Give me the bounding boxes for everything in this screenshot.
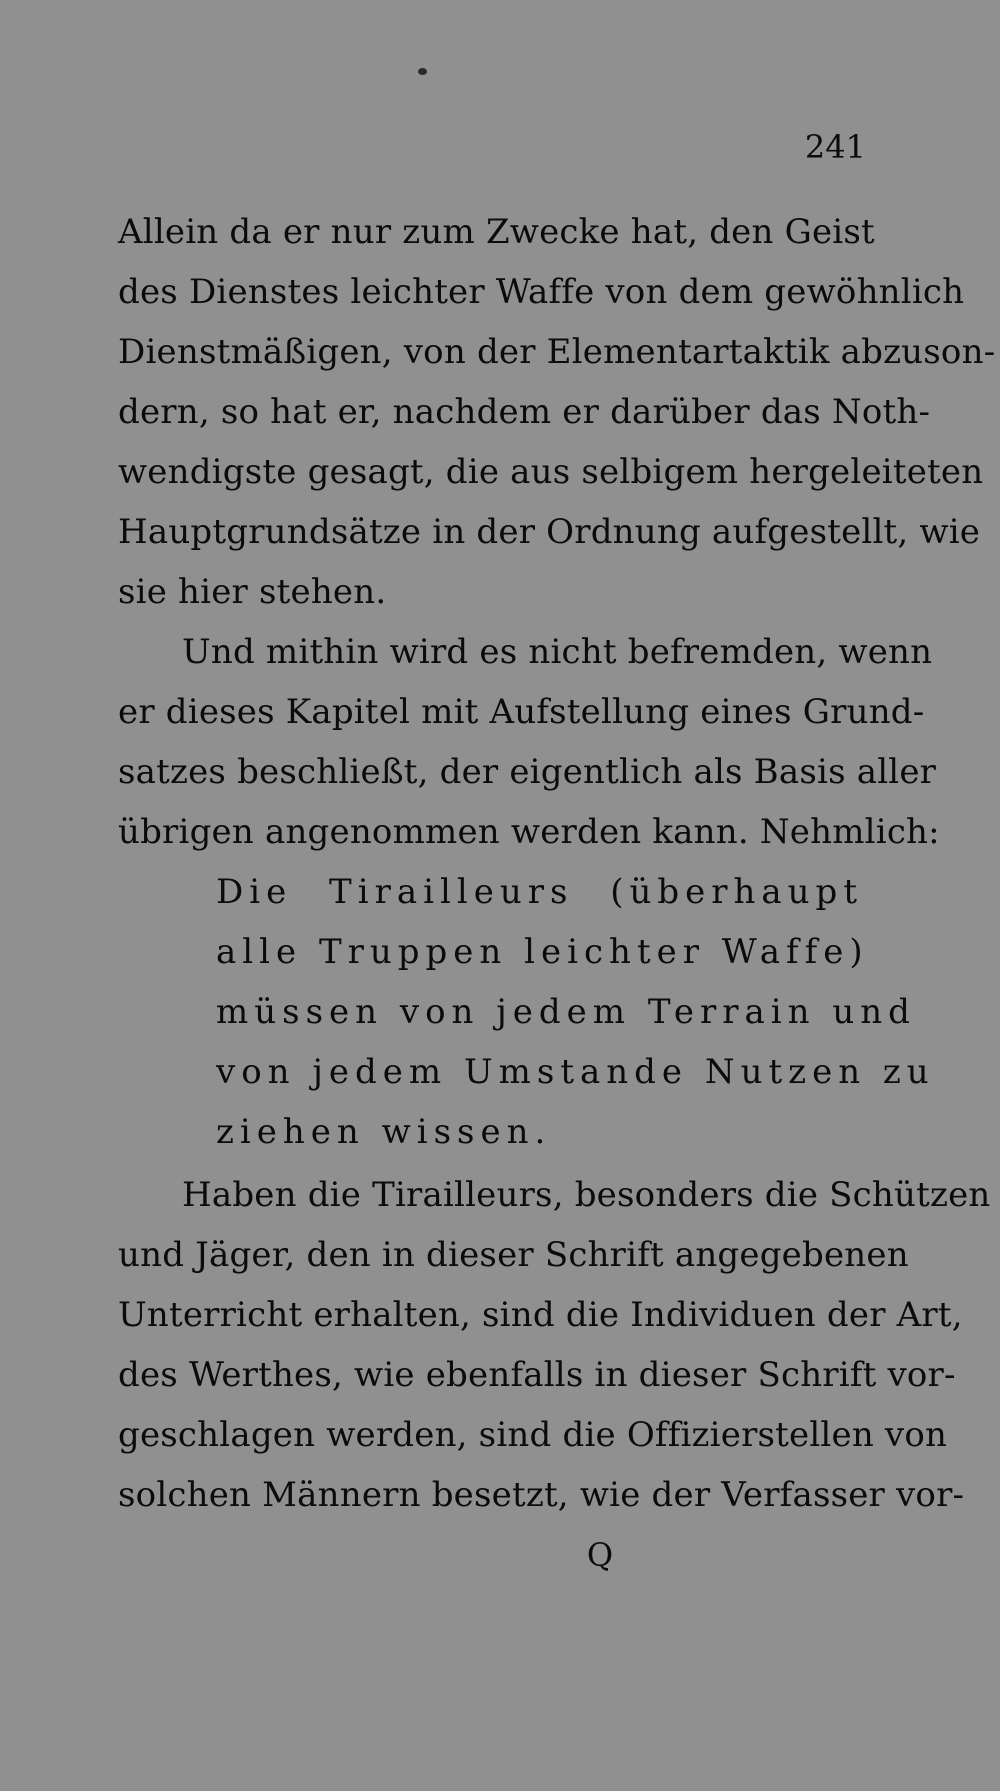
text-line-17: Haben die Tirailleurs, besonders die Schützen: [182, 1175, 991, 1215]
text-line-8: Und mithin wird es nicht befremden, wenn: [182, 632, 933, 672]
text-line-19: Unterricht erhalten, sind die Individuen der Art,: [118, 1295, 963, 1335]
text-line-6: Hauptgrundsätze in der Ordnung aufgestellt, wie: [118, 512, 981, 552]
quote-line-4: von jedem Umstande Nutzen zu: [216, 1052, 935, 1092]
page-number: 241: [804, 128, 866, 166]
text-line-20: des Werthes, wie ebenfalls in dieser Schrift vor-: [118, 1355, 956, 1395]
quote-line-3: müssen von jedem Terrain und: [216, 992, 916, 1032]
text-line-9: er dieses Kapitel mit Aufstellung eines Grund-: [118, 692, 925, 732]
text-line-10: satzes beschließt, der eigentlich als Basis aller: [118, 752, 937, 792]
ink-speck: [418, 68, 427, 75]
quote-line-1: Die Tirailleurs (überhaupt: [216, 872, 863, 912]
text-line-1: Allein da er nur zum Zwecke hat, den Geist: [118, 212, 875, 252]
text-line-5: wendigste gesagt, die aus selbigem hergeleiteten: [118, 452, 984, 492]
text-line-7: sie hier stehen.: [118, 572, 387, 612]
quote-line-5: ziehen wissen.: [216, 1112, 552, 1152]
text-line-22: solchen Männern besetzt, wie der Verfasser vor-: [118, 1475, 965, 1515]
quote-line-2: alle Truppen leichter Waffe): [216, 932, 869, 972]
text-line-11: übrigen angenommen werden kann. Nehmlich:: [118, 812, 940, 852]
text-line-18: und Jäger, den in dieser Schrift angegebenen: [118, 1235, 909, 1275]
signature-mark: Q: [586, 1536, 614, 1574]
text-line-2: des Dienstes leichter Waffe von dem gewöhnlich: [118, 272, 965, 312]
text-line-21: geschlagen werden, sind die Offizierstellen von: [118, 1415, 948, 1455]
text-line-3: Dienstmäßigen, von der Elementartaktik abzuson-: [118, 332, 996, 372]
text-line-4: dern, so hat er, nachdem er darüber das Noth-: [118, 392, 931, 432]
